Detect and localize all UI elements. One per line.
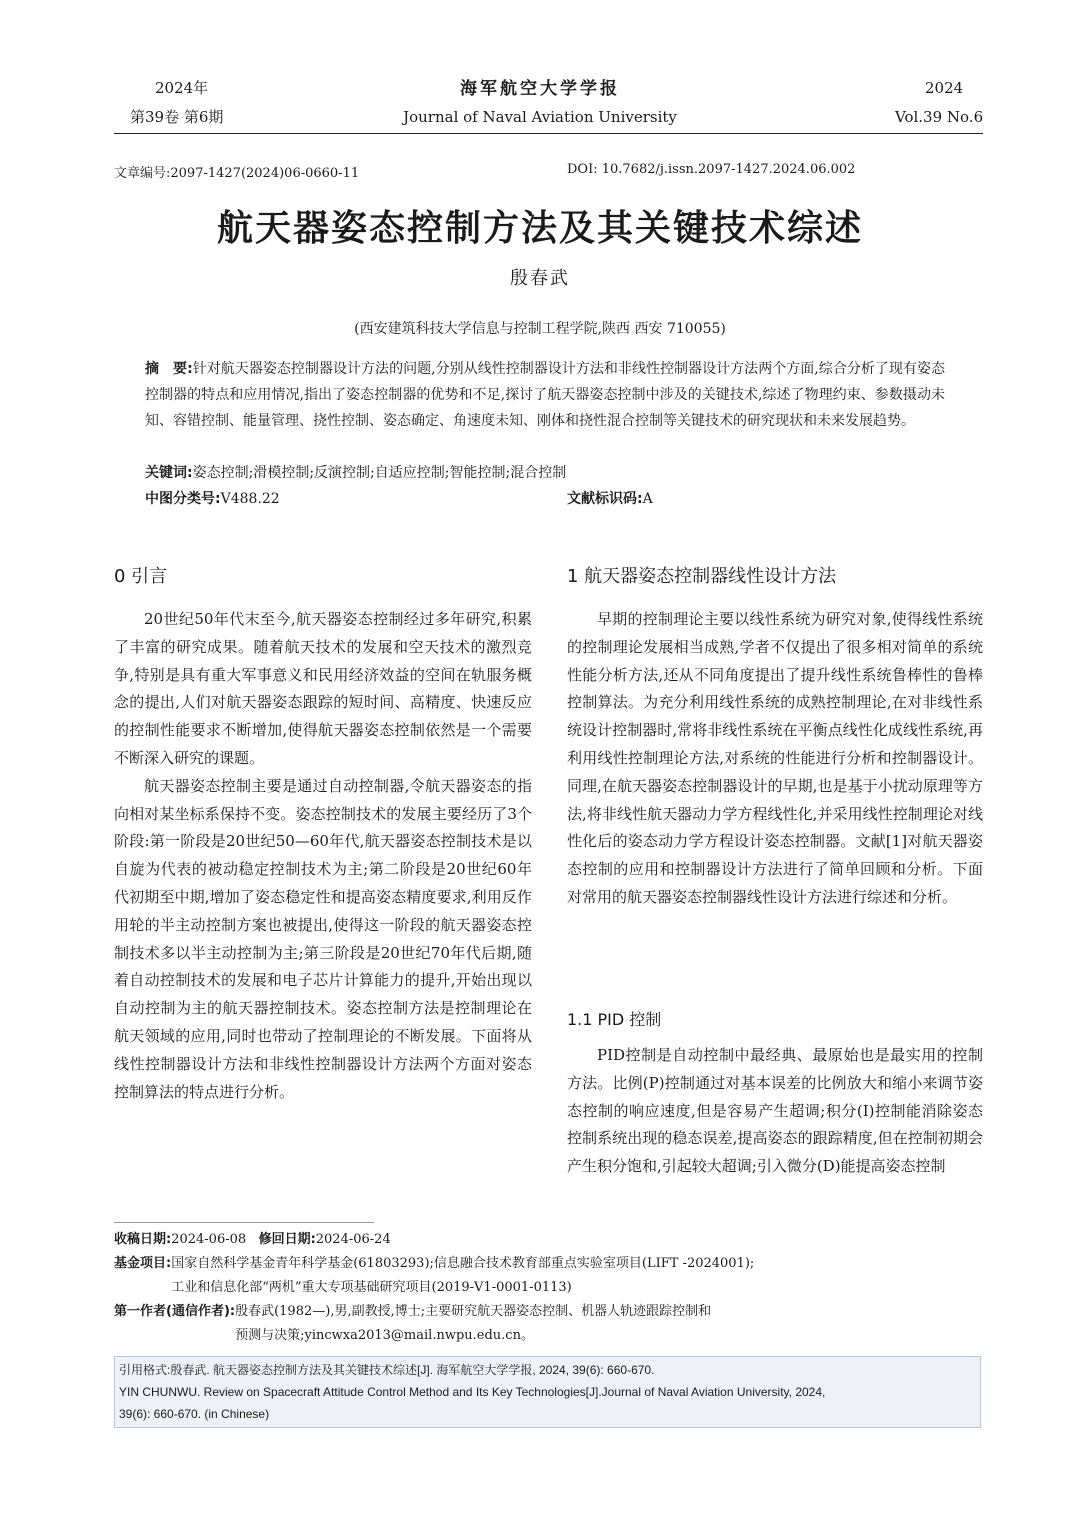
keywords-text: 姿态控制;滑模控制;反演控制;自适应控制;智能控制;混合控制 <box>192 465 567 481</box>
first-author-label: 第一作者(通信作者): <box>114 1304 236 1319</box>
section-0-title: 0 引言 <box>114 566 168 587</box>
clc-value: V488.22 <box>220 491 280 507</box>
header-year-cn: 2024年 <box>155 79 209 97</box>
revised-label: 修回日期: <box>258 1232 316 1247</box>
footnote-rule <box>114 1222 374 1223</box>
section-1-1-title: 1.1 PID 控制 <box>567 1010 662 1029</box>
header-volume-cn: 第39卷 第6期 <box>130 108 224 126</box>
footnotes <box>114 1228 983 1348</box>
section-1-1-paragraph-1: PID控制是自动控制中最经典、最原始也是最实用的控制方法。比例(P)控制通过对基本误差的比例放大和缩小来调节姿态控制的响应速度,但是容易产生超调;积分(I)控制能消除姿态控制系统出现的稳态误差,提高姿态的跟踪精度,但在控制初期会产生积分饱和,引起较大超调;引入微分(D)能提高姿态控制 <box>567 1046 983 1176</box>
article-number: 文章编号:2097-1427(2024)06-0660-11 <box>114 166 360 181</box>
section-0-paragraph-2: 航天器姿态控制主要是通过自动控制器,令航天器姿态的指向相对某坐标系保持不变。姿态控制技术的发展主要经历了3个阶段:第一阶段是20世纪50—60年代,航天器姿态控制技术是以自旋为代表的被动稳定控制技术为主;第二阶段是20世纪60年代初期至中期,增加了姿态稳定性和提高姿态精度要求,利用反作用轮的半主动控制方案也被提出,使得这一阶段的航天器姿态控制技术多以半主动控制为主;第三阶段是20世纪70年代后期,随着自动控制技术的发展和电子芯片计算能力的提升,开始出现以自动控制为主的航天器控制技术。姿态控制方法是控制理论在航天领域的应用,同时也带动了控制理论的不断发展。下面将从线性控制器设计方法和非线性控制器设计方法两个方面对姿态控制算法的特点进行分析。 <box>114 776 532 1101</box>
section-1-title: 1 航天器姿态控制器线性设计方法 <box>567 566 837 587</box>
clc-label: 中图分类号: <box>145 491 221 507</box>
header-journal-en: Journal of Naval Aviation University <box>403 108 677 126</box>
abstract-label: 摘 要: <box>145 361 193 377</box>
first-author-line-1: 殷春武(1982—),男,副教授,博士;主要研究航天器姿态控制、机器人轨迹跟踪控制和 <box>235 1304 712 1319</box>
document-code-label: 文献标识码: <box>567 491 643 507</box>
abstract <box>145 356 945 434</box>
keywords-label: 关键词: <box>145 465 193 481</box>
section-0-paragraph-1: 20世纪50年代末至今,航天器姿态控制经过多年研究,积累了丰富的研究成果。随着航天技术的发展和空天技术的激烈竞争,特别是具有重大军事意义和民用经济效益的空间在轨服务概念的提出,人们对航天器姿态跟踪的短时间、高精度、快速反应的控制性能要求不断增加,使得航天器姿态控制依然是一个需要不断深入研究的课题。 <box>114 610 532 767</box>
left-column <box>114 606 532 1106</box>
article-doi: DOI: 10.7682/j.issn.2097-1427.2024.06.002 <box>567 162 856 177</box>
citation-en-line-1: YIN CHUNWU. Review on Spacecraft Attitude Control Method and Its Key Technologies[J].Journal of Naval Aviation University, 2024, <box>119 1385 826 1399</box>
fund-line-1: 国家自然科学基金青年科学基金(61803293);信息融合技术教育部重点实验室项目(LIFT -2024001); <box>171 1256 755 1271</box>
page-title: 航天器姿态控制方法及其关键技术综述 <box>216 208 863 249</box>
received-dates <box>114 1228 983 1252</box>
citation-cn: 引用格式:殷春武. 航天器姿态控制方法及其关键技术综述[J]. 海军航空大学学报, 2024, 39(6): 660-670. <box>119 1363 655 1377</box>
first-author-line-2: 预测与决策;yincwxa2013@mail.nwpu.edu.cn。 <box>235 1328 534 1343</box>
author-affiliation: (西安建筑科技大学信息与控制工程学院,陕西 西安 710055) <box>354 321 726 337</box>
header-journal-cn: 海军航空大学学报 <box>460 79 620 99</box>
citation-box <box>114 1356 981 1428</box>
keywords <box>145 460 945 486</box>
right-column-block-1 <box>567 606 983 912</box>
header-rule <box>114 133 983 134</box>
revised-date: 2024-06-24 <box>315 1232 391 1247</box>
abstract-text: 针对航天器姿态控制器设计方法的问题,分别从线性控制器设计方法和非线性控制器设计方法两个方面,综合分析了现有姿态控制器的特点和应用情况,指出了姿态控制器的优势和不足,探讨了航天器姿态控制中涉及的关键技术,综述了物理约束、参数摄动未知、容错控制、能量管理、挠性控制、姿态确定、角速度未知、刚体和挠性混合控制等关键技术的研究现状和未来发展趋势。 <box>145 361 945 429</box>
fund-label: 基金项目: <box>114 1256 172 1271</box>
citation-en-line-2: 39(6): 660-670. (in Chinese) <box>119 1407 270 1421</box>
fund-info <box>114 1252 983 1300</box>
header-volume-en: Vol.39 No.6 <box>895 108 984 126</box>
clc-number <box>145 486 280 512</box>
document-code <box>567 486 653 512</box>
received-date: 2024-06-08 <box>171 1232 247 1247</box>
first-author-info <box>114 1300 983 1348</box>
right-column-block-2 <box>567 1042 983 1181</box>
received-label: 收稿日期: <box>114 1232 172 1247</box>
section-1-paragraph-1: 早期的控制理论主要以线性系统为研究对象,使得线性系统的控制理论发展相当成熟,学者不仅提出了很多相对简单的系统性能分析方法,还从不同角度提出了提升线性系统鲁棒性的鲁棒控制算法。为充分利用线性系统的成熟控制理论,在对非线性系统设计控制器时,常将非线性系统在平衡点线性化成线性系统,再利用线性控制理论方法,对系统的性能进行分析和控制器设计。同理,在航天器姿态控制器设计的早期,也是基于小扰动原理等方法,将非线性航天器动力学方程线性化,并采用线性控制理论对线性化后的姿态动力学方程设计姿态控制器。文献[1]对航天器姿态控制的应用和控制器设计方法进行了简单回顾和分析。下面对常用的航天器姿态控制器线性设计方法进行综述和分析。 <box>567 610 983 906</box>
document-code-value: A <box>642 491 653 507</box>
author-name: 殷春武 <box>510 268 570 289</box>
fund-line-2: 工业和信息化部“两机”重大专项基础研究项目(2019-V1-0001-0113) <box>171 1280 572 1295</box>
header-year: 2024 <box>925 79 964 97</box>
